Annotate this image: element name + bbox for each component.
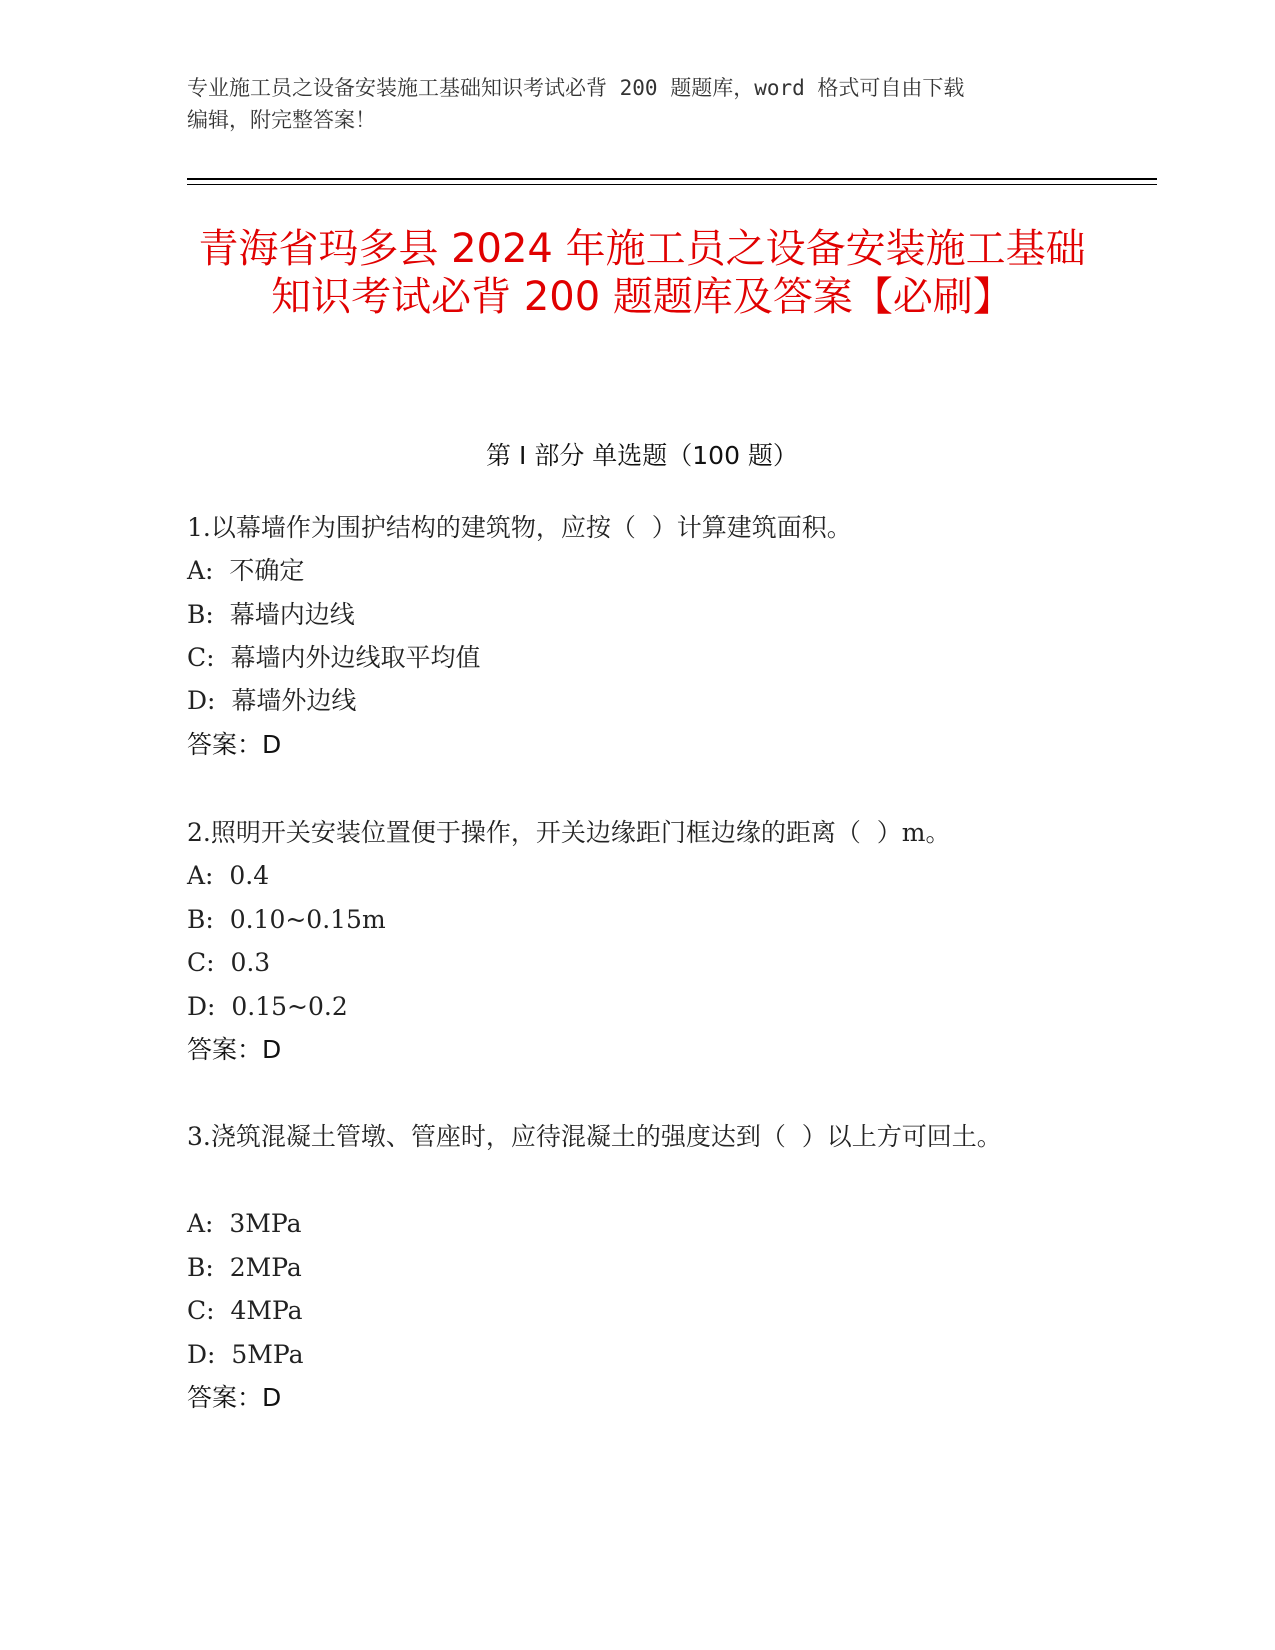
answer-line: 答案：D: [187, 730, 282, 759]
header-note-line-2: 编辑，附完整答案！: [187, 108, 376, 132]
option-a: A: 3MPa: [187, 1209, 302, 1238]
option-d: D: 5MPa: [187, 1340, 304, 1369]
answer-line: 答案：D: [187, 1383, 282, 1412]
option-b: B: 2MPa: [187, 1253, 302, 1282]
question-text: 1.以幕墙作为围护结构的建筑物，应按（ ）计算建筑面积。: [187, 513, 852, 542]
document-title: 青海省玛多县 2024 年施工员之设备安装施工基础知识考试必背 200 题题库及答案【必刷】: [198, 226, 1086, 320]
option-a: A: 0.4: [187, 861, 270, 890]
question-text: 2.照明开关安装位置便于操作，开关边缘距门框边缘的距离（ ）m。: [187, 818, 951, 847]
option-d: D: 0.15~0.2: [187, 992, 348, 1021]
question-text: 3.浇筑混凝土管墩、管座时，应待混凝土的强度达到（ ）以上方可回土。: [187, 1122, 1002, 1151]
option-d: D: 幕墙外边线: [187, 686, 357, 715]
section-heading: 第 I 部分 单选题（100 题）: [486, 441, 798, 470]
header-note: [187, 72, 1087, 136]
header-divider-thick: [187, 178, 1157, 180]
header-divider-thin: [187, 184, 1157, 185]
option-c: C: 4MPa: [187, 1296, 303, 1325]
option-b: B: 幕墙内边线: [187, 600, 355, 629]
answer-line: 答案：D: [187, 1035, 282, 1064]
option-b: B: 0.10~0.15m: [187, 905, 386, 934]
option-a: A: 不确定: [187, 556, 305, 585]
option-c: C: 幕墙内外边线取平均值: [187, 643, 481, 672]
option-c: C: 0.3: [187, 948, 271, 977]
header-note-line-1: 专业施工员之设备安装施工基础知识考试必背 200 题题库，word 格式可自由下载: [187, 76, 965, 100]
